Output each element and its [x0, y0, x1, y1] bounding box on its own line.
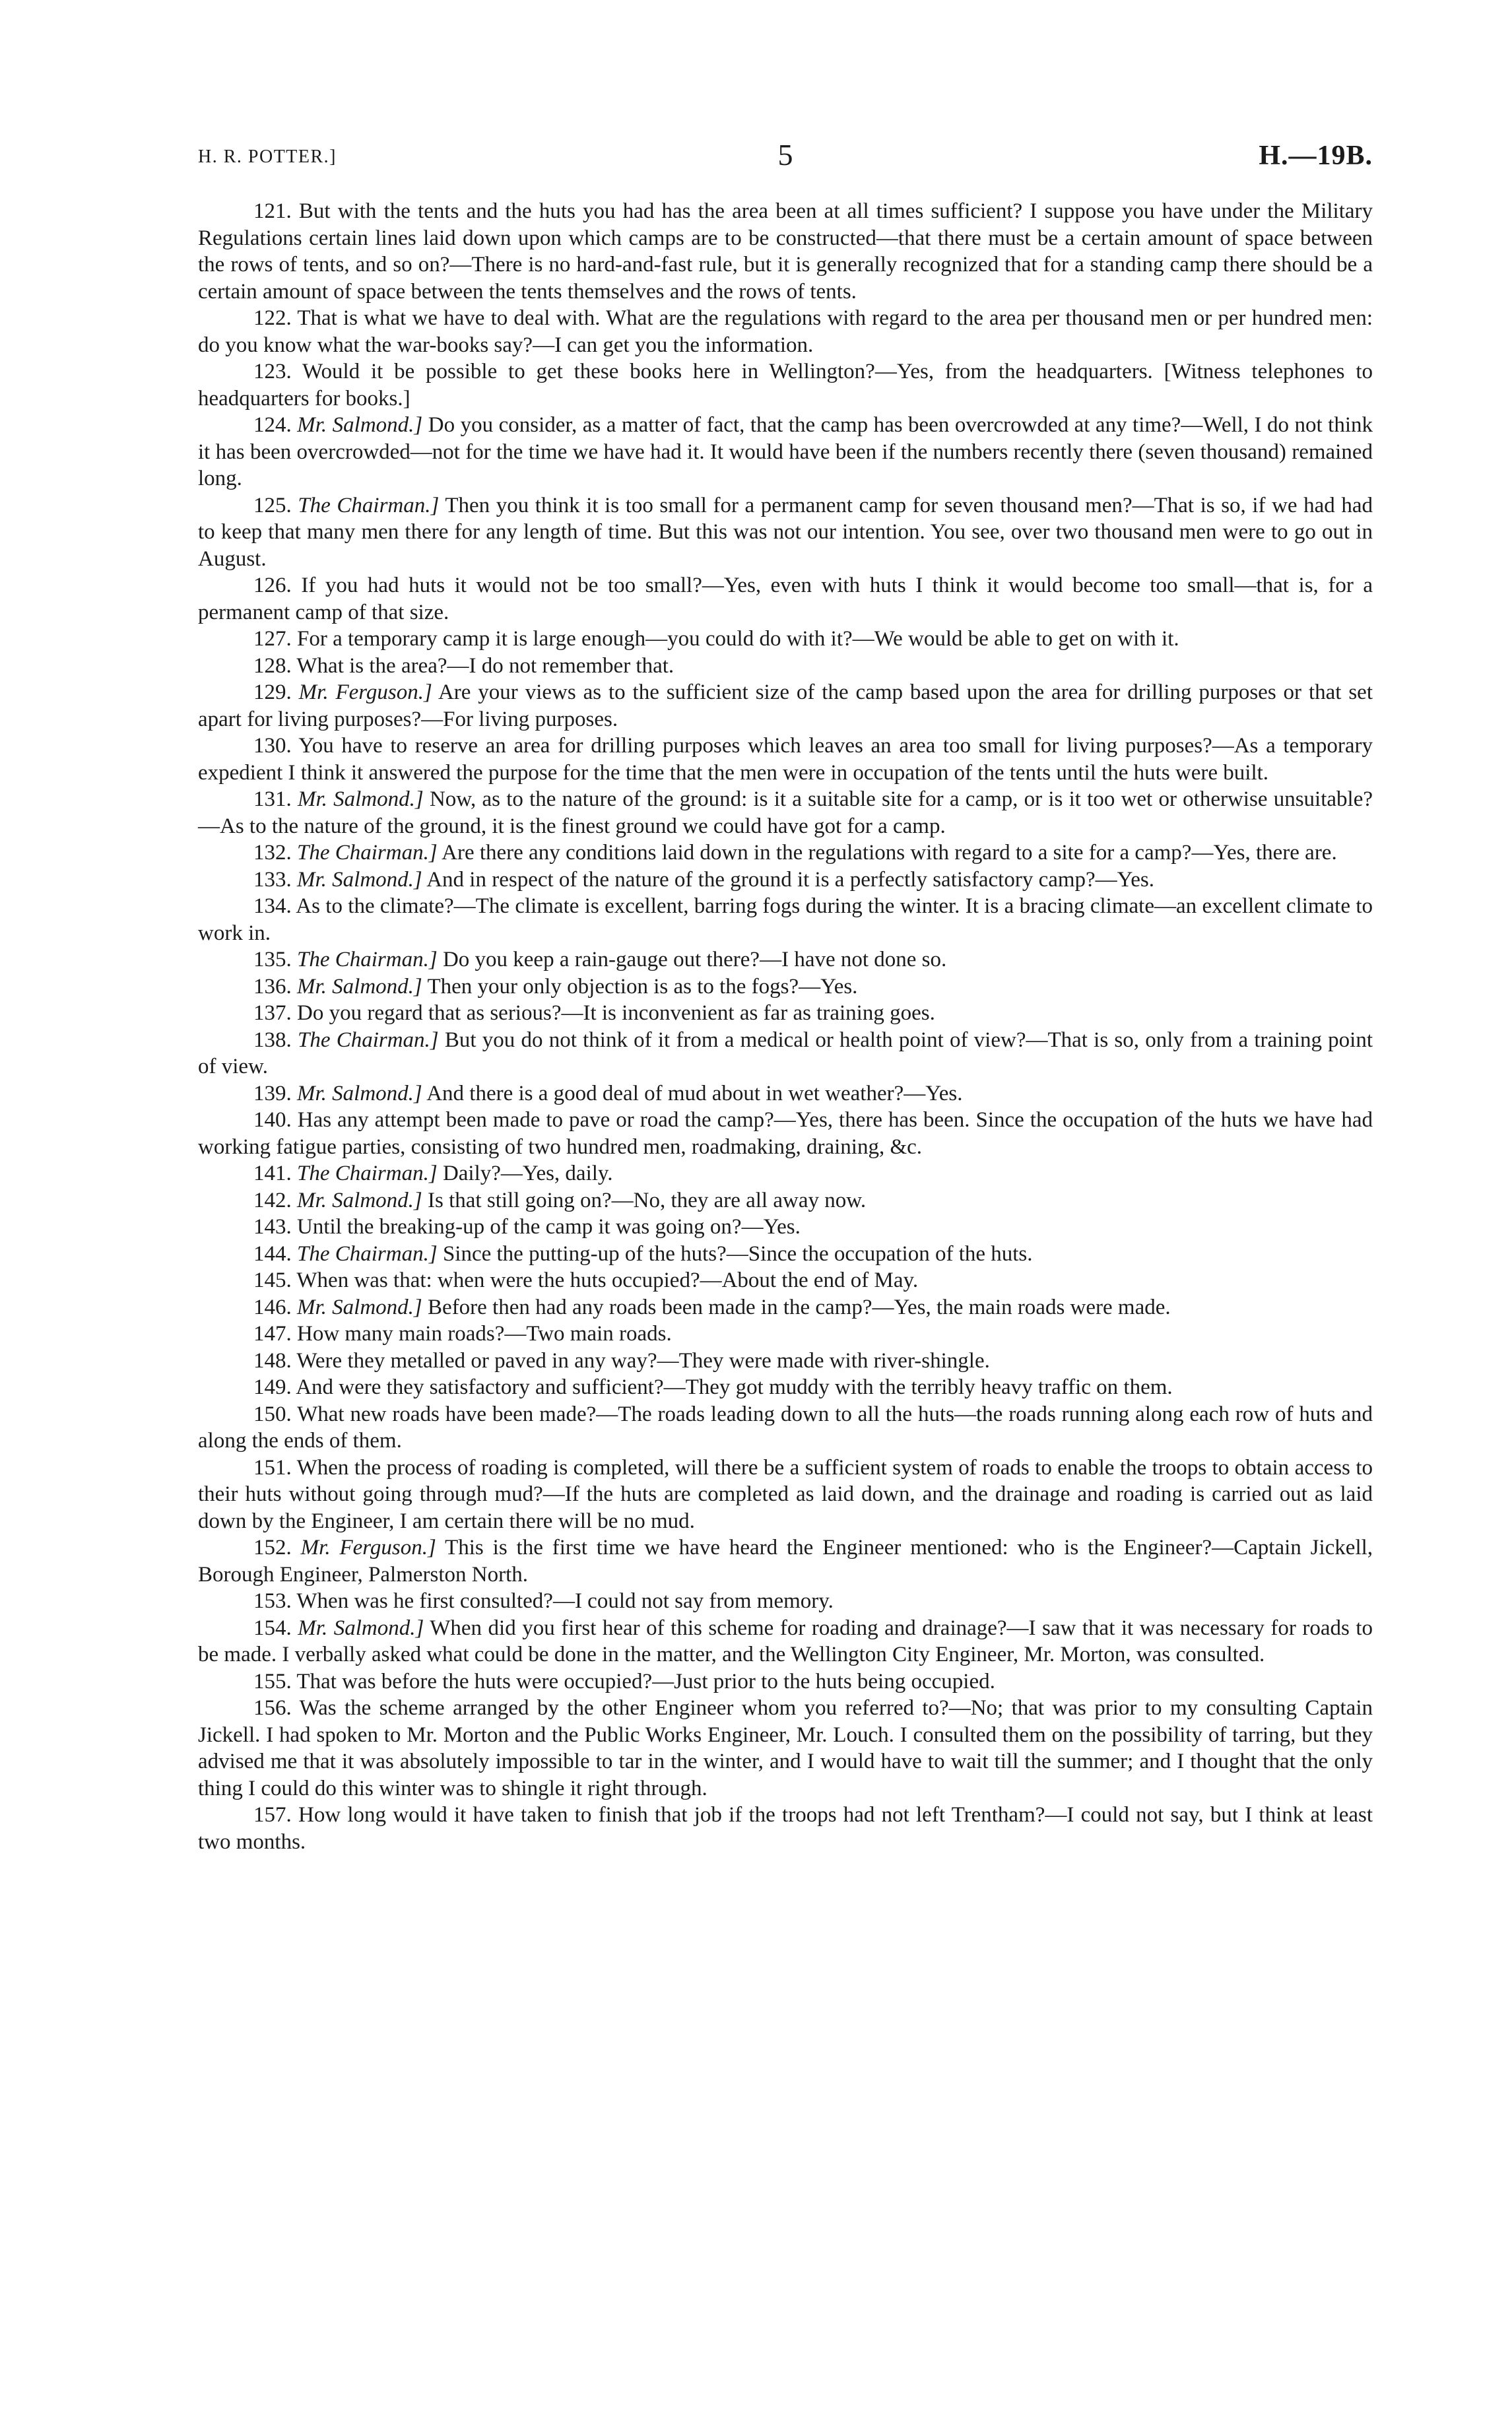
question-number: 153.	[253, 1589, 292, 1613]
question-number: 149.	[253, 1375, 292, 1399]
speaker-label: The Chairman.]	[298, 493, 440, 517]
question-text: That is what we have to deal with. What are the regulations with regard to the area per thousand men or per hundred men: do you know what the war-books say?—I can get you the information.	[198, 306, 1373, 357]
question-number: 144.	[253, 1241, 292, 1266]
question-text: And in respect of the nature of the ground it is a perfectly satisfactory camp?—Yes.	[426, 867, 1154, 892]
question-text: When was that: when were the huts occupied?—About the end of May.	[296, 1268, 919, 1292]
question-text: When was he first consulted?—I could not say from memory.	[296, 1589, 834, 1613]
question-text: But with the tents and the huts you had has the area been at all times sufficient? I suppose you have under the Military Regulations certain lines laid down upon which camps are to be constructed—that there must be a certain amount of space between the rows of tents, and so on?—There is no hard-and-fast rule, but it is generally recognized that for a standing camp there should be a certain amount of space between the tents themselves and the rows of tents.	[198, 199, 1373, 304]
question-paragraph	[198, 1187, 1373, 1214]
question-text: Are there any conditions laid down in the regulations with regard to a site for a camp?—Yes, there are.	[442, 841, 1337, 865]
witness-name: H. R. POTTER.]	[198, 147, 337, 167]
question-text: Would it be possible to get these books here in Wellington?—Yes, from the headquarters. [Witness telephones to headquarters for books.]	[198, 360, 1373, 411]
question-number: 147.	[253, 1322, 292, 1346]
question-text: But you do not think of it from a medical or health point of view?—That is so, only from a training point of view.	[198, 1028, 1373, 1078]
question-paragraph	[198, 1000, 1373, 1027]
speaker-label: Mr. Salmond.]	[297, 867, 422, 892]
question-paragraph	[198, 1267, 1373, 1294]
speaker-label: Mr. Salmond.]	[297, 787, 424, 811]
question-text: Do you consider, as a matter of fact, that the camp has been overcrowded at any time?—Well, I do not think it has been overcrowded—not for the time we have had it. It would have been if the numbers recently there (seven thousand) remained long.	[198, 413, 1373, 490]
question-paragraph	[198, 1214, 1373, 1241]
question-number: 127.	[253, 627, 292, 651]
speaker-label: Mr. Ferguson.]	[298, 680, 432, 704]
question-number: 150.	[253, 1402, 292, 1426]
question-paragraph	[198, 1534, 1373, 1588]
question-number: 124.	[253, 413, 292, 437]
question-number: 137.	[253, 1001, 292, 1025]
question-number: 152.	[253, 1536, 292, 1560]
question-number: 134.	[253, 894, 292, 918]
question-number: 122.	[253, 306, 292, 330]
question-text: This is the first time we have heard the Engineer mentioned: who is the Engineer?—Captain Jickell, Borough Engineer, Palmerston North.	[198, 1536, 1373, 1587]
question-paragraph	[198, 492, 1373, 573]
question-paragraph	[198, 1294, 1373, 1321]
question-number: 146.	[253, 1295, 292, 1319]
question-number: 156.	[253, 1696, 292, 1720]
question-text: And there is a good deal of mud about in wet weather?—Yes.	[426, 1081, 963, 1105]
question-number: 151.	[253, 1455, 292, 1480]
speaker-label: The Chairman.]	[297, 1241, 438, 1266]
question-text: Then you think it is too small for a permanent camp for seven thousand men?—That is so, if we had had to keep that many men there for any length of time. But this was not our intention. You see, over two thousand men were to go out in August.	[198, 493, 1373, 571]
question-paragraph	[198, 1348, 1373, 1375]
question-paragraph	[198, 1668, 1373, 1695]
question-text: Until the breaking-up of the camp it was going on?—Yes.	[297, 1215, 801, 1239]
question-paragraph	[198, 626, 1373, 653]
question-number: 135.	[253, 948, 292, 971]
speaker-label: Mr. Salmond.]	[297, 1081, 422, 1105]
question-text: How long would it have taken to finish that job if the troops had not left Trentham?—I could not say, but I think at least two months.	[198, 1803, 1373, 1854]
question-paragraph	[198, 679, 1373, 733]
speaker-label: Mr. Ferguson.]	[300, 1536, 436, 1560]
question-number: 126.	[253, 574, 292, 597]
question-number: 123.	[253, 360, 292, 383]
question-number: 140.	[253, 1108, 292, 1132]
question-paragraph	[198, 1107, 1373, 1160]
speaker-label: Mr. Salmond.]	[297, 1295, 422, 1319]
question-text: Do you regard that as serious?—It is inconvenient as far as training goes.	[297, 1001, 935, 1025]
question-text: Before then had any roads been made in the camp?—Yes, the main roads were made.	[428, 1295, 1171, 1319]
question-paragraph	[198, 839, 1373, 867]
question-paragraph	[198, 305, 1373, 358]
question-text: What new roads have been made?—The roads leading down to all the huts—the roads running along each row of huts and along the ends of them.	[198, 1402, 1373, 1453]
question-paragraph	[198, 893, 1373, 946]
question-text: How many main roads?—Two main roads.	[297, 1322, 672, 1346]
question-number: 125.	[253, 493, 292, 517]
question-paragraph	[198, 1802, 1373, 1855]
question-text: What is the area?—I do not remember that.	[296, 653, 674, 678]
question-number: 157.	[253, 1803, 292, 1827]
question-number: 145.	[253, 1268, 292, 1292]
question-text: For a temporary camp it is large enough—you could do with it?—We would be able to get on with it.	[297, 627, 1179, 651]
question-text: As to the climate?—The climate is excellent, barring fogs during the winter. It is a bracing climate—an excellent climate to work in.	[198, 894, 1373, 945]
question-number: 130.	[253, 734, 292, 758]
page-number: 5	[777, 138, 793, 172]
question-text: Were they metalled or paved in any way?—They were made with river-shingle.	[296, 1348, 990, 1373]
question-paragraph	[198, 1374, 1373, 1401]
question-text: When did you first hear of this scheme for roading and drainage?—I saw that it was necessary for roads to be made. I verbally asked what could be done in the matter, and the Wellington City Engineer, Mr. Morton, was consulted.	[198, 1616, 1373, 1666]
speaker-label: The Chairman.]	[297, 1028, 439, 1052]
speaker-label: Mr. Salmond.]	[297, 413, 423, 437]
speaker-label: Mr. Salmond.]	[297, 974, 422, 999]
question-paragraph	[198, 1080, 1373, 1107]
speaker-label: Mr. Salmond.]	[298, 1616, 424, 1640]
question-paragraph	[198, 412, 1373, 492]
question-number: 131.	[253, 787, 292, 811]
question-paragraph	[198, 1321, 1373, 1348]
question-paragraph	[198, 1615, 1373, 1668]
question-text: Now, as to the nature of the ground: is it a suitable site for a camp, or is it too wet or otherwise unsuitable?—As to the nature of the ground, it is the finest ground we could have got for a camp.	[198, 787, 1373, 838]
question-paragraph	[198, 1027, 1373, 1080]
question-number: 141.	[253, 1162, 292, 1185]
question-number: 133.	[253, 867, 292, 892]
speaker-label: The Chairman.]	[297, 948, 438, 971]
question-text: Daily?—Yes, daily.	[442, 1162, 613, 1185]
question-text: And were they satisfactory and sufficient?—They got muddy with the terribly heavy traffic on them.	[296, 1375, 1173, 1399]
question-paragraph	[198, 1455, 1373, 1535]
question-number: 121.	[253, 199, 292, 223]
question-number: 142.	[253, 1188, 292, 1212]
question-number: 129.	[253, 680, 292, 704]
page-header	[198, 137, 1373, 177]
question-text: Has any attempt been made to pave or road the camp?—Yes, there has been. Since the occupation of the huts we have had working fatigue parties, consisting of two hundred men, roadmaking, draining, &c.	[198, 1108, 1373, 1159]
question-number: 128.	[253, 653, 292, 678]
question-number: 136.	[253, 974, 292, 999]
question-paragraph	[198, 1695, 1373, 1802]
question-number: 138.	[253, 1028, 292, 1052]
question-text: When the process of roading is completed, will there be a sufficient system of roads to enable the troops to obtain access to their huts without going through mud?—If the huts are completed as laid down, and the drainage and roading is carried out as laid down by the Engineer, I am certain there will be no mud.	[198, 1455, 1373, 1533]
question-paragraph	[198, 358, 1373, 412]
speaker-label: The Chairman.]	[297, 841, 438, 865]
question-text: Then your only objection is as to the fogs?—Yes.	[427, 974, 858, 999]
question-text: If you had huts it would not be too small?—Yes, even with huts I think it would become too small—that is, for a permanent camp of that size.	[198, 574, 1373, 624]
question-text: Is that still going on?—No, they are all away now.	[428, 1188, 867, 1212]
question-paragraph	[198, 1160, 1373, 1187]
question-number: 143.	[253, 1215, 292, 1239]
question-number: 139.	[253, 1081, 292, 1105]
question-paragraph	[198, 653, 1373, 680]
question-paragraph	[198, 198, 1373, 305]
question-text: Was the scheme arranged by the other Engineer whom you referred to?—No; that was prior to my consulting Captain Jickell. I had spoken to Mr. Morton and the Public Works Engineer, Mr. Louch. I consulted them on the possibility of tarring, but they advised me that it was absolutely impossible to tar in the winter, and I would have to wait till the summer; and I thought that the only thing I could do this winter was to shingle it right through.	[198, 1696, 1373, 1800]
question-paragraph	[198, 572, 1373, 626]
question-paragraph	[198, 1241, 1373, 1268]
question-number: 155.	[253, 1669, 292, 1693]
question-number: 154.	[253, 1616, 292, 1640]
question-paragraph	[198, 1401, 1373, 1455]
question-paragraph	[198, 973, 1373, 1001]
speaker-label: Mr. Salmond.]	[297, 1188, 422, 1212]
question-paragraph	[198, 786, 1373, 839]
question-paragraph	[198, 867, 1373, 894]
question-paragraph	[198, 946, 1373, 973]
question-text: Are your views as to the sufficient size of the camp based upon the area for drilling purposes or that set apart for living purposes?—For living purposes.	[198, 680, 1373, 731]
speaker-label: The Chairman.]	[297, 1162, 438, 1185]
document-reference: H.—19B.	[1259, 141, 1373, 171]
question-text: Since the putting-up of the huts?—Since the occupation of the huts.	[442, 1241, 1033, 1266]
transcript-body	[198, 198, 1373, 1855]
question-number: 132.	[253, 841, 292, 865]
question-text: You have to reserve an area for drilling purposes which leaves an area too small for living purposes?—As a temporary expedient I think it answered the purpose for the time that the men were in occupation of the tents until the huts were built.	[198, 734, 1373, 785]
question-text: That was before the huts were occupied?—Just prior to the huts being occupied.	[296, 1669, 995, 1693]
question-paragraph	[198, 733, 1373, 786]
question-number: 148.	[253, 1348, 292, 1373]
question-text: Do you keep a rain-gauge out there?—I have not done so.	[442, 948, 947, 971]
question-paragraph	[198, 1588, 1373, 1615]
